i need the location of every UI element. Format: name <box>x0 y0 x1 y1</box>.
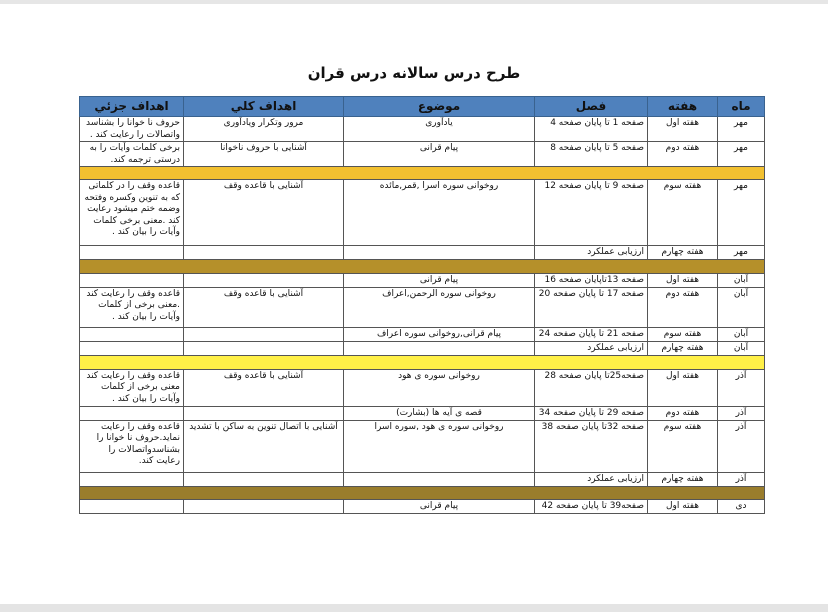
cell-general-goals <box>184 273 344 287</box>
cell-general-goals <box>184 341 344 355</box>
table-row <box>80 273 765 287</box>
table-row <box>80 142 765 167</box>
cell-month: آبان <box>718 327 765 341</box>
table-row <box>80 327 765 341</box>
cell-general-goals <box>184 246 344 260</box>
cell-general-goals: آشنایی با اتصال تنوین به ساکن با تشدید <box>184 420 344 472</box>
cell-specific-goals: قاعده وقف را رعایت کند .معنی برخی از کلمات وآیات را بیان کند . <box>80 287 184 327</box>
separator-band <box>80 486 765 499</box>
cell-month: آذر <box>718 369 765 406</box>
cell-chapter: صفحه 21 تا پایان صفحه 24 <box>535 327 648 341</box>
cell-specific-goals <box>80 341 184 355</box>
cell-chapter: صفحه 29 تا پایان صفحه 34 <box>535 406 648 420</box>
cell-topic: پیام قرانی <box>344 273 535 287</box>
separator-band-row <box>80 259 765 273</box>
cell-specific-goals <box>80 327 184 341</box>
cell-week: هفته دوم <box>648 142 718 167</box>
top-edge <box>0 0 828 4</box>
cell-general-goals <box>184 327 344 341</box>
cell-specific-goals: حروف نا خوانا را بشناسد واتصالات را رعایت کند . <box>80 117 184 142</box>
cell-general-goals: آشنایی با قاعده وقف <box>184 180 344 246</box>
table-row <box>80 406 765 420</box>
cell-topic: روخوانی سوره الرحمن,اعراف <box>344 287 535 327</box>
cell-week: هفته اول <box>648 117 718 142</box>
cell-chapter: صفحه25تا پایان صفحه 28 <box>535 369 648 406</box>
cell-month: آذر <box>718 420 765 472</box>
cell-month: مهر <box>718 142 765 167</box>
cell-specific-goals: قاعده وقف را در کلماتی که به تنوین وکسره وفتحه وضمه ختم میشود رعایت کند .معنی برخی کلمات وآیات را بیان کند . <box>80 180 184 246</box>
cell-general-goals <box>184 406 344 420</box>
table-row <box>80 180 765 246</box>
cell-specific-goals: قاعده وقف را رعایت کند معنی برخی از کلمات وآیات را بیان کند . <box>80 369 184 406</box>
cell-month: مهر <box>718 180 765 246</box>
header-chapter: فصل <box>535 97 648 117</box>
separator-band-row <box>80 167 765 180</box>
cell-topic <box>344 472 535 486</box>
table-row <box>80 246 765 260</box>
cell-specific-goals <box>80 246 184 260</box>
cell-chapter: صفحه 32تا پایان صفحه 38 <box>535 420 648 472</box>
cell-specific-goals <box>80 273 184 287</box>
cell-topic <box>344 341 535 355</box>
separator-band <box>80 167 765 180</box>
cell-month: دی <box>718 499 765 513</box>
table-row <box>80 117 765 142</box>
cell-general-goals <box>184 472 344 486</box>
page-title: طرح درس سالانه درس قران <box>307 64 521 82</box>
cell-chapter: ارزیابی عملکرد <box>535 472 648 486</box>
header-topic: موضوع <box>344 97 535 117</box>
cell-specific-goals <box>80 499 184 513</box>
cell-topic: روخوانی سوره ی هود ,سوره اسرا <box>344 420 535 472</box>
table-row <box>80 472 765 486</box>
cell-topic: یادآوری <box>344 117 535 142</box>
cell-month: آبان <box>718 273 765 287</box>
cell-specific-goals: برخی کلمات وآیات را به درستی ترجمه کند. <box>80 142 184 167</box>
cell-general-goals: آشنایی با قاعده وقف <box>184 287 344 327</box>
table-row <box>80 287 765 327</box>
cell-month: مهر <box>718 246 765 260</box>
cell-week: هفته دوم <box>648 287 718 327</box>
cell-topic <box>344 246 535 260</box>
cell-topic: قصه ی آیه ها (بشارت) <box>344 406 535 420</box>
cell-chapter: ارزیابی عملکرد <box>535 246 648 260</box>
header-month: ماه <box>718 97 765 117</box>
cell-week: هفته سوم <box>648 327 718 341</box>
cell-month: آبان <box>718 287 765 327</box>
separator-band-row <box>80 486 765 499</box>
bottom-edge <box>0 604 828 612</box>
cell-topic: روخوانی سوره ی هود <box>344 369 535 406</box>
cell-general-goals: مرور وتکرار ویادآوری <box>184 117 344 142</box>
table-row <box>80 341 765 355</box>
cell-specific-goals <box>80 406 184 420</box>
table-row <box>80 369 765 406</box>
cell-chapter: صفحه 13تاپایان صفحه 16 <box>535 273 648 287</box>
cell-chapter: صفحه 1 تا پایان صفحه 4 <box>535 117 648 142</box>
separator-band <box>80 355 765 369</box>
header-specific-goals: اهداف جزئي <box>80 97 184 117</box>
cell-general-goals: آشنایی با حروف ناخوانا <box>184 142 344 167</box>
cell-topic: پیام قرانی,روخوانی سوره اعراف <box>344 327 535 341</box>
table-header-row <box>80 97 765 117</box>
cell-week: هفته اول <box>648 369 718 406</box>
separator-band <box>80 259 765 273</box>
cell-chapter: صفحه39 تا پایان صفحه 42 <box>535 499 648 513</box>
cell-chapter: صفحه 9 تا پایان صفحه 12 <box>535 180 648 246</box>
cell-month: آذر <box>718 472 765 486</box>
cell-chapter: صفحه 17 تا پایان صفحه 20 <box>535 287 648 327</box>
cell-month: آبان <box>718 341 765 355</box>
header-week: هفته <box>648 97 718 117</box>
cell-week: هفته چهارم <box>648 472 718 486</box>
table-row <box>80 499 765 513</box>
cell-chapter: ارزیابی عملکرد <box>535 341 648 355</box>
lesson-plan-table <box>79 96 765 514</box>
cell-specific-goals: قاعده وقف را رعایت نماید.حروف نا خوانا را بشناسدواتصالات را رعایت کند. <box>80 420 184 472</box>
cell-week: هفته اول <box>648 499 718 513</box>
header-general-goals: اهداف کلي <box>184 97 344 117</box>
cell-week: هفته سوم <box>648 180 718 246</box>
cell-specific-goals <box>80 472 184 486</box>
cell-general-goals: آشنایی با قاعده وقف <box>184 369 344 406</box>
cell-week: هفته سوم <box>648 420 718 472</box>
cell-week: هفته چهارم <box>648 246 718 260</box>
cell-topic: پیام قرانی <box>344 142 535 167</box>
separator-band-row <box>80 355 765 369</box>
table-row <box>80 420 765 472</box>
cell-general-goals <box>184 499 344 513</box>
cell-topic: روخوانی سوره اسرا ,قمر,مائده <box>344 180 535 246</box>
cell-topic: پیام قرانی <box>344 499 535 513</box>
cell-month: آذر <box>718 406 765 420</box>
cell-week: هفته چهارم <box>648 341 718 355</box>
cell-chapter: صفحه 5 تا پایان صفحه 8 <box>535 142 648 167</box>
cell-week: هفته دوم <box>648 406 718 420</box>
cell-week: هفته اول <box>648 273 718 287</box>
cell-month: مهر <box>718 117 765 142</box>
